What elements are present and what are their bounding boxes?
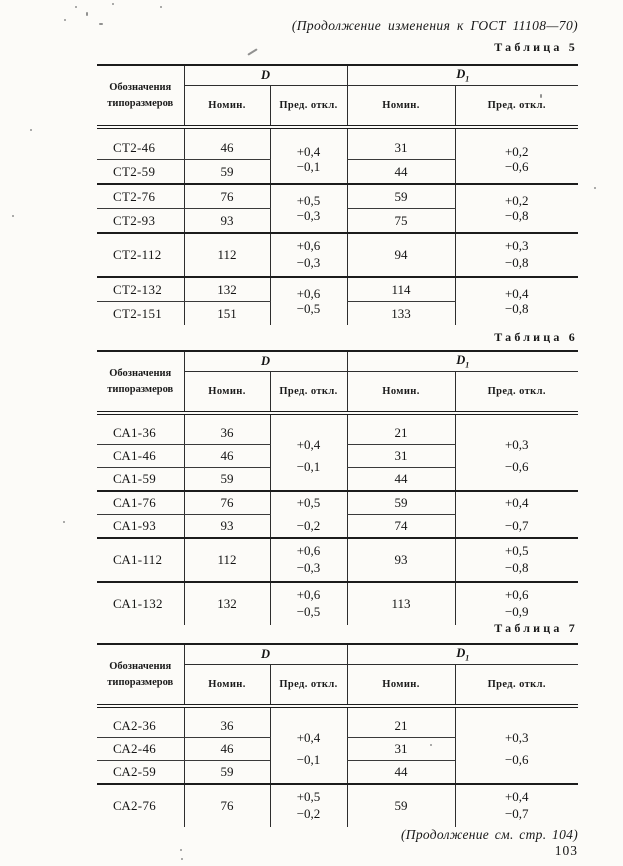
d1-deviation-cell: [455, 413, 578, 491]
scan-artifact: [594, 187, 596, 189]
deviation-values: [456, 145, 579, 174]
d1-deviation-cell: [455, 127, 578, 184]
designation-cell: СА2-76: [113, 798, 157, 813]
designation-cell: СТ2-46: [97, 127, 184, 160]
column-header-d-nominal: Номин.: [184, 665, 270, 707]
d-nominal-cell: 59: [184, 160, 270, 185]
deviation-value: −0,2: [296, 517, 321, 533]
deviation-value: −0,5: [296, 604, 321, 619]
d-label: D: [260, 68, 271, 82]
designation-cell: СА1-76: [97, 491, 184, 515]
d1-nominal-cell: 44: [347, 160, 455, 185]
deviation-value: −0,3: [296, 560, 321, 575]
deviation-values: [271, 145, 347, 174]
d-deviation-cell: [270, 233, 347, 277]
column-header-d1-nominal: Номин.: [347, 372, 455, 414]
column-header-d1-nominal: Номин.: [347, 86, 455, 128]
designation-cell: СА1-46: [97, 445, 184, 468]
column-header-d1-deviation: Пред. откл.: [455, 665, 578, 707]
deviation-value: +0,3: [504, 238, 529, 254]
d-nominal-cell: 76: [184, 784, 270, 827]
designation-cell: СА1-36: [97, 413, 184, 445]
d1-nominal-cell: 75: [347, 209, 455, 234]
d1-nominal-cell: 44: [347, 761, 455, 785]
header-row-sections: [97, 351, 578, 372]
d-deviation-cell: [270, 127, 347, 184]
d1-nominal-cell: 114: [347, 277, 455, 302]
deviation-values: [271, 587, 347, 621]
d1-nominal-cell: 59: [347, 491, 455, 515]
column-header-d-deviation: Пред. откл.: [270, 86, 347, 128]
deviation-value: +0,6: [296, 543, 321, 559]
deviation-value: −0,8: [504, 207, 529, 223]
deviation-values: [456, 492, 579, 537]
deviation-values: [271, 727, 347, 772]
table-row: [97, 127, 578, 160]
deviation-values: [456, 194, 579, 223]
d1-nominal-cell: 59: [347, 184, 455, 209]
deviation-value: +0,6: [296, 238, 321, 254]
scan-artifact: [63, 521, 65, 523]
d1-nominal-cell: 31: [347, 127, 455, 160]
d1-deviation-cell: [455, 582, 578, 625]
deviation-value: −0,6: [504, 459, 529, 474]
header-row-sections: [97, 644, 578, 665]
deviation-value: +0,5: [296, 495, 321, 511]
deviation-values: [456, 789, 579, 823]
d1-nominal-cell: 21: [347, 413, 455, 445]
deviation-value: +0,4: [504, 789, 529, 805]
deviation-values: [271, 543, 347, 577]
table-row: [97, 538, 578, 582]
deviation-value: −0,6: [504, 752, 529, 767]
deviation-value: +0,4: [296, 436, 321, 452]
d-nominal-cell: 59: [184, 761, 270, 785]
designation-cell: СА1-59: [97, 468, 184, 492]
designation-cell: СА1-93: [97, 515, 184, 539]
d-nominal-cell: 46: [184, 738, 270, 761]
table-row: [97, 491, 578, 515]
scan-artifact: [160, 6, 162, 8]
column-header-d1-nominal: Номин.: [347, 665, 455, 707]
d1-nominal-cell: 31: [347, 738, 455, 761]
d1-label: $D_1$: [456, 67, 470, 84]
deviation-value: +0,3: [504, 436, 529, 452]
designation-cell: СТ2-59: [97, 160, 184, 185]
deviation-values: [456, 434, 579, 479]
deviation-values: [271, 238, 347, 272]
table-6-container: [97, 350, 578, 625]
deviation-values: [456, 238, 579, 272]
column-header-designation: Обозначения типоразмеров: [97, 351, 184, 413]
deviation-values: [271, 287, 347, 316]
scan-artifact: [86, 12, 88, 16]
deviation-value: +0,6: [504, 587, 529, 603]
table-5-container: [97, 64, 578, 325]
scan-artifact: [112, 3, 114, 5]
deviation-values: [456, 287, 579, 316]
deviation-values: [456, 727, 579, 772]
deviation-value: −0,8: [504, 300, 529, 316]
d1-nominal-cell: 94: [347, 233, 455, 277]
deviation-value: +0,4: [504, 495, 529, 511]
d1-nominal-cell: 74: [347, 515, 455, 539]
d-deviation-cell: [270, 277, 347, 325]
column-header-d-deviation: Пред. откл.: [270, 665, 347, 707]
d-nominal-cell: 76: [184, 491, 270, 515]
d-nominal-cell: 112: [184, 538, 270, 582]
continuation-footer-note: (Продолжение см. стр. 104): [400, 827, 578, 842]
deviation-value: −0,8: [504, 255, 529, 270]
deviation-value: −0,7: [504, 806, 529, 821]
d1-nominal-cell: 133: [347, 302, 455, 326]
table-6-caption: Таблица 6: [494, 330, 578, 344]
d1-subscript: 1: [465, 360, 470, 370]
designation-cell: СТ2-112: [97, 233, 184, 277]
d-nominal-cell: 93: [184, 515, 270, 539]
table-row: [97, 413, 578, 445]
deviation-value: −0,6: [504, 158, 529, 174]
column-header-d-nominal: Номин.: [184, 372, 270, 414]
gost-size-table: [97, 643, 578, 827]
d1-deviation-cell: [455, 277, 578, 325]
d-deviation-cell: [270, 184, 347, 233]
scan-artifact: [64, 19, 66, 21]
table-row: [97, 277, 578, 302]
deviation-values: [456, 543, 579, 577]
d1-nominal-cell: 93: [347, 538, 455, 582]
d1-nominal-cell: 21: [347, 706, 455, 738]
deviation-value: −0,7: [504, 517, 529, 533]
table-row: [97, 184, 578, 209]
column-header-d: [184, 644, 347, 665]
column-header-d1: [347, 65, 578, 86]
designation-cell: СА2-46: [97, 738, 184, 761]
column-header-d: [184, 65, 347, 86]
deviation-value: −0,1: [296, 459, 321, 474]
deviation-value: −0,5: [296, 300, 321, 316]
d1-nominal-cell: 44: [347, 468, 455, 492]
table-row: [97, 784, 578, 827]
d1-subscript: 1: [465, 74, 470, 84]
deviation-values: [271, 492, 347, 537]
d-nominal-cell: 46: [184, 445, 270, 468]
continuation-header-note: (Продолжение изменения к ГОСТ 11108—70): [291, 18, 578, 33]
d1-label: $D_1$: [456, 646, 470, 663]
deviation-value: +0,5: [296, 789, 321, 805]
d-deviation-cell: [270, 784, 347, 827]
deviation-values: [456, 587, 579, 621]
d1-subscript: 1: [465, 653, 470, 663]
deviation-value: +0,5: [504, 543, 529, 559]
deviation-value: −0,2: [296, 806, 321, 821]
d-nominal-cell: 132: [184, 277, 270, 302]
designation-cell: СА1-132: [113, 596, 163, 611]
d1-nominal-cell: 113: [347, 582, 455, 625]
d1-label: $D_1$: [456, 353, 470, 370]
deviation-value: +0,5: [296, 192, 321, 208]
deviation-value: +0,2: [504, 192, 529, 208]
column-header-designation: Обозначения типоразмеров: [97, 65, 184, 127]
designation-cell: СА2-59: [97, 761, 184, 785]
d-nominal-cell: 59: [184, 468, 270, 492]
deviation-value: −0,1: [296, 752, 321, 767]
page-number: 103: [554, 843, 578, 858]
deviation-value: +0,2: [504, 143, 529, 159]
column-header-d-deviation: Пред. откл.: [270, 372, 347, 414]
column-header-d1-deviation: Пред. откл.: [455, 86, 578, 128]
designation-cell: СТ2-76: [97, 184, 184, 209]
deviation-value: −0,3: [296, 207, 321, 223]
d-nominal-cell: 36: [184, 413, 270, 445]
table-7-caption: Таблица 7: [494, 621, 578, 635]
designation-cell: СА2-36: [97, 706, 184, 738]
deviation-value: −0,9: [504, 604, 529, 619]
column-header-d: [184, 351, 347, 372]
deviation-value: +0,6: [296, 587, 321, 603]
designation-cell: СТ2-93: [97, 209, 184, 234]
d1-deviation-cell: [455, 233, 578, 277]
deviation-values: [271, 194, 347, 223]
column-header-d1: [347, 644, 578, 665]
deviation-value: +0,6: [296, 285, 321, 301]
gost-size-table: [97, 350, 578, 625]
header-row-sections: [97, 65, 578, 86]
column-header-d-nominal: Номин.: [184, 86, 270, 128]
d-deviation-cell: [270, 538, 347, 582]
designation-cell: СТ2-151: [113, 305, 163, 321]
scan-artifact: [12, 215, 14, 217]
d1-deviation-cell: [455, 538, 578, 582]
d-deviation-cell: [270, 491, 347, 538]
deviation-value: −0,8: [504, 560, 529, 575]
deviation-value: +0,4: [504, 285, 529, 301]
d-nominal-cell: 112: [184, 233, 270, 277]
deviation-value: +0,3: [504, 729, 529, 745]
deviation-value: +0,4: [296, 143, 321, 159]
table-5-caption: Таблица 5: [494, 40, 578, 54]
table-7-container: [97, 643, 578, 827]
deviation-value: −0,3: [296, 255, 321, 270]
d-label: D: [260, 354, 271, 368]
designation-cell: СА1-112: [97, 538, 184, 582]
d-label: D: [260, 647, 271, 661]
d1-deviation-cell: [455, 184, 578, 233]
d-nominal-cell: 76: [184, 184, 270, 209]
d1-deviation-cell: [455, 491, 578, 538]
table-row: [97, 233, 578, 277]
scan-artifact: [75, 6, 77, 8]
column-header-d1: [347, 351, 578, 372]
d-nominal-cell: 132: [184, 582, 270, 625]
deviation-values: [271, 789, 347, 823]
gost-size-table: [97, 64, 578, 325]
deviation-value: +0,4: [296, 729, 321, 745]
d-nominal-cell: 151: [184, 302, 270, 326]
d1-nominal-cell: 59: [347, 784, 455, 827]
d1-deviation-cell: [455, 706, 578, 784]
d-nominal-cell: 46: [184, 127, 270, 160]
column-header-d1-deviation: Пред. откл.: [455, 372, 578, 414]
table-row: [97, 706, 578, 738]
d-deviation-cell: [270, 582, 347, 625]
scan-artifact: [30, 129, 32, 131]
deviation-value: −0,1: [296, 158, 321, 174]
deviation-values: [271, 434, 347, 479]
d-nominal-cell: 93: [184, 209, 270, 234]
d1-deviation-cell: [455, 784, 578, 827]
column-header-designation: Обозначения типоразмеров: [97, 644, 184, 706]
d-deviation-cell: [270, 706, 347, 784]
designation-cell: СТ2-132: [97, 277, 184, 302]
d-nominal-cell: 36: [184, 706, 270, 738]
table-row: [97, 582, 578, 625]
d1-nominal-cell: 31: [347, 445, 455, 468]
d-deviation-cell: [270, 413, 347, 491]
